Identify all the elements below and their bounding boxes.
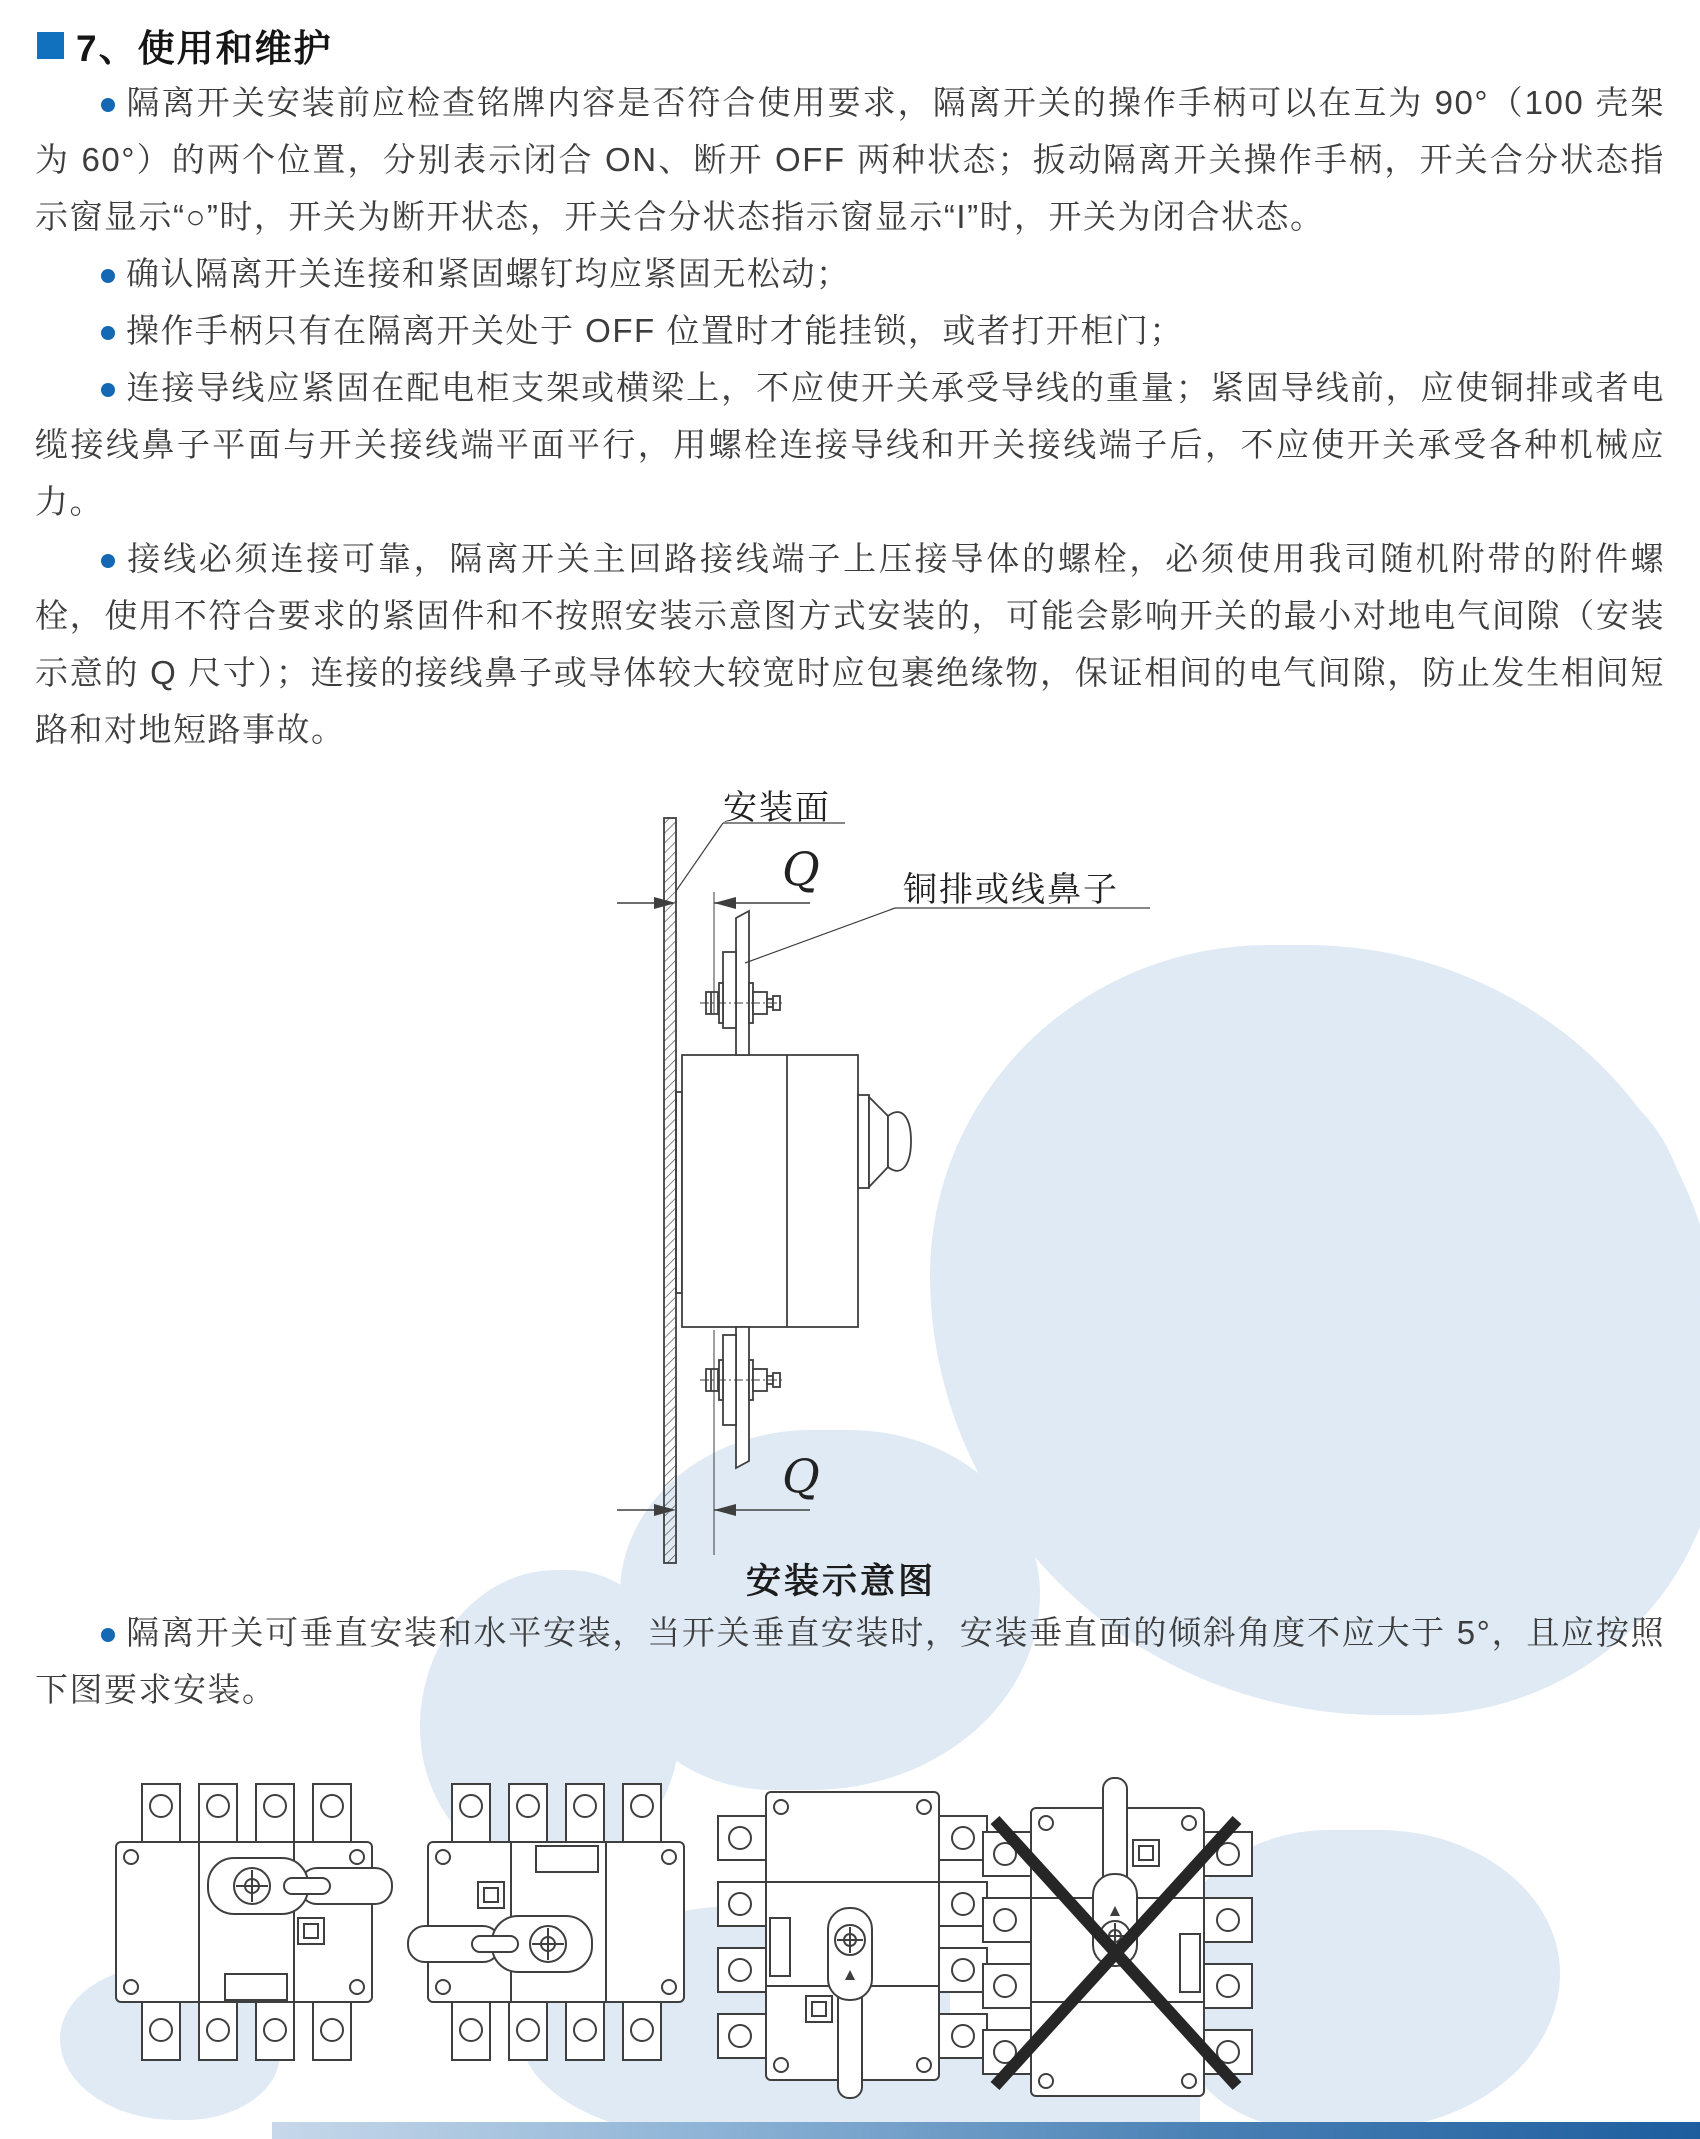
nameplate: [1180, 1934, 1200, 1992]
background-map-watermark: [1490, 1090, 1700, 1510]
body-text: [35, 74, 1665, 758]
bullet-icon: [101, 1628, 115, 1642]
diagram-caption: 安装示意图: [746, 1562, 937, 1601]
bottom-accent-bar: [272, 2122, 1700, 2139]
bullet-icon: [101, 383, 115, 397]
paragraph-text: 确认隔离开关连接和紧固螺钉均应紧固无松动；: [126, 255, 851, 292]
paragraph: [35, 530, 1665, 758]
paragraph-text: 隔离开关安装前应检查铭牌内容是否符合使用要求，隔离开关的操作手柄可以在互为 90°（100 壳架为 60°）的两个位置，分别表示闭合 ON、断开 OFF 两种状态；扳动隔离开关操作手柄，开关合分状态指示窗显示“○”时，开关为断开状态，开关合分状态指示窗显示“I”时，开关为闭合状态。: [35, 84, 1665, 235]
dimension-q-bottom: Q: [782, 1449, 820, 1503]
paragraph: [35, 74, 1665, 245]
paragraph-text: 操作手柄只有在隔离开关处于 OFF 位置时才能挂锁，或者打开柜门；: [126, 312, 1184, 349]
paragraph-text: 隔离开关可垂直安装和水平安装，当开关垂直安装时，安装垂直面的倾斜角度不应大于 5°，且应按照下图要求安装。: [35, 1614, 1665, 1708]
bullet-icon: [101, 326, 115, 340]
post-diagram-text: [35, 1604, 1665, 1718]
lower-busbar: [736, 1327, 749, 1468]
nameplate: [770, 1918, 790, 1976]
bullet-icon: [101, 554, 115, 568]
section-title: 7、使用和维护: [76, 28, 333, 69]
orientation-figure-vertical-handle-down: [700, 1778, 1005, 2108]
paragraph: [35, 302, 1665, 359]
paragraph: [35, 359, 1665, 530]
diagram-lines: [617, 818, 1150, 1563]
handle-knob: [869, 1097, 888, 1187]
paragraph: [35, 245, 1665, 302]
nameplate: [225, 1974, 287, 2000]
dimension-q-top: Q: [782, 842, 820, 896]
section-marker-square: [37, 32, 64, 59]
section-header: [37, 18, 333, 72]
nameplate: [536, 1846, 598, 1872]
orientation-figure-horizontal-handle-left: [388, 1778, 723, 2108]
paragraph-text: 连接导线应紧固在配电柜支架或横梁上，不应使开关承受导线的重量；紧固导线前，应使铜排或者电缆接线鼻子平面与开关接线端平面平行，用螺栓连接导线和开关接线端子后，不应使开关承受各种机械应力。: [35, 369, 1665, 520]
orientation-figure-horizontal-handle-right: [78, 1778, 413, 2108]
label-mounting-surface: 安装面: [723, 789, 831, 827]
upper-lug: [723, 952, 736, 1028]
paragraph-text: 接线必须连接可靠，隔离开关主回路接线端子上压接导体的螺栓，必须使用我司随机附带的附件螺栓，使用不符合要求的紧固件和不按照安装示意图方式安装的，可能会影响开关的最小对地电气间隙（安装示意的 Q 尺寸）；连接的接线鼻子或导体较大较宽时应包裹绝缘物，保证相间的电气间隙，防止发生相间短路和对地短路事故。: [35, 540, 1665, 748]
handle-plate: [858, 1095, 869, 1188]
mounting-wall: [664, 818, 676, 1563]
paragraph: [35, 1604, 1665, 1718]
bullet-icon: [101, 269, 115, 283]
mounting-plate: [676, 1092, 682, 1293]
switch-body: [682, 1055, 858, 1327]
orientation-figure-vertical-handle-up-forbidden: [965, 1778, 1270, 2108]
upper-busbar: [736, 911, 749, 1055]
bullet-icon: [101, 98, 115, 112]
label-busbar-or-lug: 铜排或线鼻子: [903, 871, 1119, 909]
